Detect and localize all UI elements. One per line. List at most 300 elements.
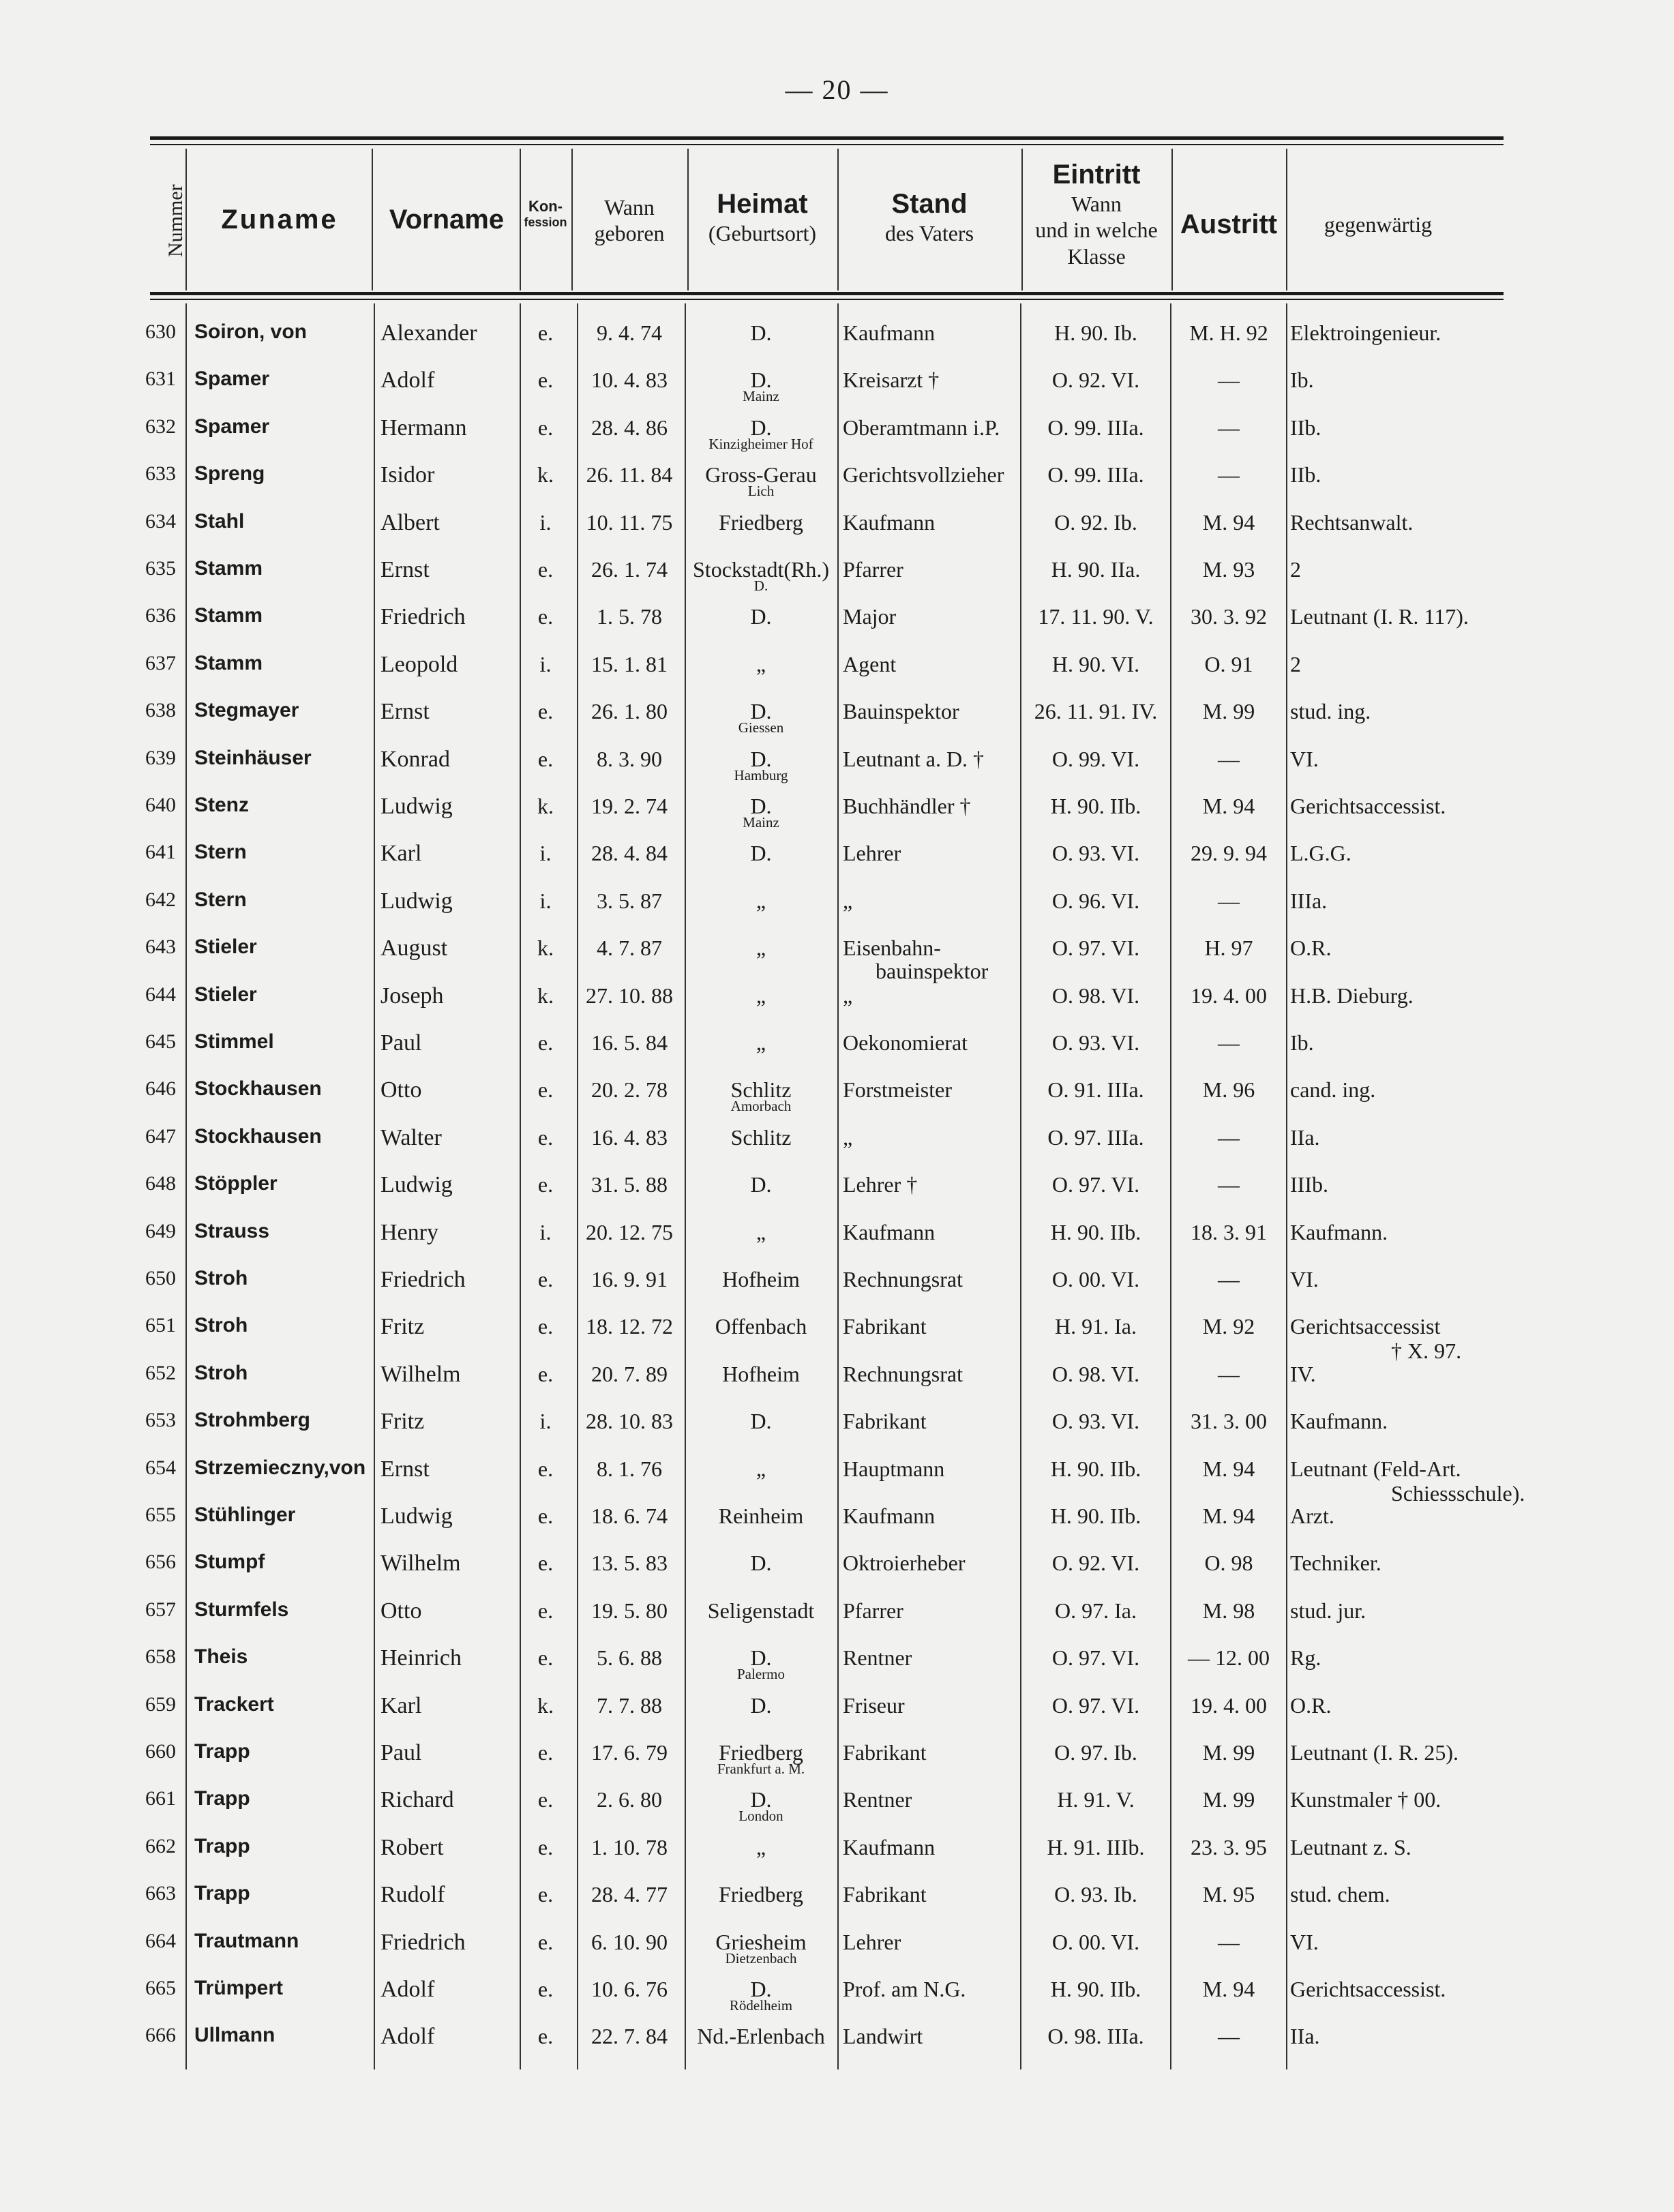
row-austritt: — [1218, 888, 1240, 913]
table-row [0, 983, 1674, 1030]
row-number: 633 [145, 462, 176, 485]
row-stand: Pfarrer [843, 1598, 903, 1623]
row-eintritt: 17. 11. 90. V. [1038, 604, 1154, 629]
row-eintritt: H. 91. V. [1057, 1787, 1135, 1812]
row-geboren: 16. 9. 91 [591, 1267, 668, 1291]
row-gegenwaertig: Leutnant (Feld-Art. [1290, 1456, 1461, 1481]
row-stand: Kaufmann [843, 509, 936, 535]
row-number: 650 [145, 1267, 176, 1289]
row-vorname: Wilhelm [380, 1361, 461, 1387]
row-konfession: i. [539, 509, 552, 535]
row-stand: Eisenbahn- [843, 936, 941, 961]
row-gegenwaertig: Gerichtsaccessist. [1290, 1977, 1446, 2001]
header-konfession-2: fession [524, 215, 567, 230]
row-zuname: Trackert [194, 1692, 274, 1716]
header-gegenwaertig: gegenwärtig [1324, 212, 1433, 237]
table-row [0, 1930, 1674, 1977]
row-konfession: i. [539, 888, 552, 913]
row-heimat: D. [750, 1645, 772, 1671]
row-konfession: e. [537, 746, 554, 771]
row-geboren: 22. 7. 84 [591, 2024, 668, 2049]
row-number: 666 [145, 2024, 176, 2047]
row-heimat-sub: Rödelheim [729, 1997, 793, 2014]
row-geboren: 19. 2. 74 [591, 794, 668, 818]
row-number: 660 [145, 1740, 176, 1763]
row-austritt: — [1218, 2024, 1240, 2049]
row-zuname: Trümpert [194, 1977, 284, 1999]
row-heimat: Gross-Gerau [705, 462, 817, 488]
row-heimat: D. [750, 1172, 772, 1197]
row-stand: Oekonomierat [843, 1030, 968, 1055]
page-number: — 20 — [785, 74, 889, 105]
row-gegenwaertig-2: Schiessschule). [1391, 1480, 1525, 1506]
row-zuname: Stockhausen [194, 1124, 322, 1148]
row-geboren: 27. 10. 88 [586, 983, 673, 1008]
row-number: 654 [145, 1456, 176, 1479]
row-vorname: Friedrich [380, 1267, 466, 1292]
row-stand: Rentner [843, 1787, 912, 1812]
row-heimat-sub: Amorbach [730, 1098, 792, 1115]
row-stand: Oktroierheber [843, 1551, 966, 1576]
row-gegenwaertig: VI. [1290, 746, 1319, 771]
header-eintritt-2: Wann [1071, 192, 1122, 216]
row-heimat: Nd.-Erlenbach [697, 2024, 825, 2049]
row-stand: Major [843, 604, 897, 629]
row-zuname: Stühlinger [194, 1504, 296, 1526]
row-zuname: Stamm [194, 557, 263, 580]
row-vorname: Konrad [380, 746, 450, 772]
row-austritt: — 12. 00 [1188, 1645, 1270, 1671]
table-row [0, 1645, 1674, 1692]
row-eintritt: O. 92. VI. [1051, 368, 1140, 393]
row-eintritt: H. 90. Ib. [1054, 320, 1137, 345]
row-vorname: August [380, 936, 448, 961]
row-austritt: — [1218, 1030, 1240, 1055]
row-eintritt: O. 00. VI. [1051, 1267, 1140, 1291]
row-number: 646 [145, 1077, 176, 1101]
row-gegenwaertig-2: † X. 97. [1391, 1339, 1462, 1364]
row-number: 656 [145, 1551, 176, 1574]
row-stand: Forstmeister [843, 1077, 952, 1103]
row-geboren: 28. 4. 77 [591, 1882, 668, 1907]
row-konfession: e. [537, 1361, 554, 1386]
row-vorname: Richard [380, 1787, 454, 1813]
row-heimat-sub: Frankfurt a. M. [717, 1761, 805, 1777]
row-austritt: 18. 3. 91 [1191, 1219, 1267, 1244]
row-geboren: 8. 1. 76 [597, 1456, 662, 1481]
row-heimat: D. [750, 320, 772, 345]
row-zuname: Stamm [194, 651, 263, 674]
row-austritt: M. 94 [1202, 1977, 1255, 2001]
row-austritt: 31. 3. 00 [1191, 1409, 1267, 1434]
row-zuname: Theis [194, 1645, 248, 1669]
row-number: 641 [145, 841, 176, 864]
row-gegenwaertig: Leutnant (I. R. 117). [1290, 604, 1469, 629]
row-gegenwaertig: Ib. [1290, 1030, 1314, 1055]
row-vorname: Adolf [380, 1977, 435, 2002]
row-konfession: e. [537, 1267, 554, 1291]
row-zuname: Stenz [194, 794, 250, 816]
row-konfession: e. [537, 1124, 554, 1150]
row-stand: Buchhändler † [843, 794, 971, 818]
row-vorname: Ludwig [380, 1172, 453, 1198]
row-konfession: i. [539, 1409, 552, 1434]
row-eintritt: O. 99. IIIa. [1047, 462, 1144, 488]
row-number: 657 [145, 1598, 176, 1621]
row-gegenwaertig: Rechtsanwalt. [1290, 509, 1414, 535]
row-number: 659 [145, 1692, 176, 1716]
row-geboren: 1. 10. 78 [591, 1834, 668, 1859]
table-row [0, 1977, 1674, 2024]
header-austritt: Austritt [1180, 209, 1278, 239]
row-konfession: i. [539, 651, 552, 676]
table-row [0, 1740, 1674, 1787]
row-geboren: 17. 6. 79 [591, 1740, 668, 1765]
table-row [0, 1362, 1674, 1409]
table-row [0, 1409, 1674, 1456]
row-heimat: D. [750, 1692, 772, 1718]
row-zuname: Strzemieczny,von [194, 1456, 366, 1479]
row-heimat: D. [750, 415, 772, 440]
row-heimat: Schlitz [730, 1077, 792, 1103]
row-heimat: D. [750, 746, 772, 771]
row-gegenwaertig: Arzt. [1290, 1504, 1334, 1528]
row-stand: „ [843, 888, 853, 913]
table-row [0, 841, 1674, 888]
row-heimat: D. [750, 841, 772, 866]
row-zuname: Steinhäuser [194, 746, 312, 769]
row-geboren: 16. 4. 83 [591, 1124, 668, 1150]
row-eintritt: O. 97. IIIa. [1047, 1124, 1144, 1150]
row-vorname: Fritz [380, 1314, 425, 1340]
row-number: 636 [145, 604, 176, 627]
row-geboren: 18. 6. 74 [591, 1504, 668, 1528]
row-konfession: e. [537, 1172, 554, 1197]
row-number: 631 [145, 368, 176, 391]
table-row [0, 794, 1674, 841]
row-geboren: 2. 6. 80 [597, 1787, 662, 1812]
row-heimat: D. [750, 1787, 772, 1812]
row-heimat-sub: Mainz [743, 388, 779, 405]
row-heimat-sub: London [738, 1808, 783, 1825]
row-heimat: Friedberg [719, 1882, 803, 1907]
row-gegenwaertig: Rg. [1290, 1645, 1321, 1671]
row-heimat-sub: Mainz [743, 814, 779, 831]
row-austritt: O. 98 [1204, 1551, 1253, 1576]
row-austritt: 19. 4. 00 [1191, 983, 1267, 1008]
row-zuname: Stroh [194, 1361, 248, 1384]
row-konfession: e. [537, 557, 554, 582]
row-konfession: k. [537, 1692, 554, 1718]
row-konfession: e. [537, 1645, 554, 1671]
row-vorname: Hermann [380, 415, 467, 440]
row-zuname: Stroh [194, 1267, 248, 1289]
row-zuname: Ullmann [194, 2024, 275, 2047]
row-vorname: Friedrich [380, 604, 466, 630]
row-konfession: k. [537, 794, 554, 818]
table-row [0, 1504, 1674, 1551]
row-konfession: e. [537, 604, 554, 629]
row-heimat-sub: Palermo [737, 1666, 785, 1683]
row-eintritt: O. 93. Ib. [1054, 1882, 1137, 1907]
row-geboren: 28. 4. 84 [591, 841, 668, 866]
row-eintritt: O. 93. VI. [1051, 841, 1140, 866]
row-eintritt: O. 96. VI. [1051, 888, 1140, 913]
row-stand: Kaufmann [843, 1834, 936, 1859]
row-eintritt: O. 93. VI. [1051, 1030, 1140, 1055]
row-geboren: 20. 2. 78 [591, 1077, 668, 1103]
row-vorname: Ludwig [380, 1504, 453, 1529]
row-vorname: Karl [380, 841, 422, 867]
row-geboren: 6. 10. 90 [591, 1929, 668, 1954]
row-number: 640 [145, 794, 176, 816]
row-eintritt: O. 97. VI. [1051, 1645, 1140, 1671]
row-stand: Rechnungsrat [843, 1267, 963, 1291]
row-zuname: Stumpf [194, 1551, 265, 1574]
table-row [0, 2024, 1674, 2071]
row-heimat: D. [750, 604, 772, 629]
row-geboren: 28. 4. 86 [591, 415, 668, 440]
row-vorname: Ernst [380, 699, 430, 725]
row-vorname: Paul [380, 1740, 422, 1765]
row-vorname: Wilhelm [380, 1551, 461, 1576]
row-gegenwaertig: 2 [1290, 651, 1301, 676]
row-austritt: M. 99 [1202, 1787, 1255, 1812]
row-zuname: Stockhausen [194, 1077, 322, 1101]
row-gegenwaertig: stud. chem. [1290, 1882, 1390, 1907]
row-eintritt: O. 92. VI. [1051, 1551, 1140, 1576]
row-gegenwaertig: IV. [1290, 1361, 1316, 1386]
row-geboren: 26. 1. 74 [591, 557, 668, 582]
row-austritt: M. 94 [1202, 1504, 1255, 1528]
row-konfession: e. [537, 2024, 554, 2049]
row-vorname: Albert [380, 509, 440, 535]
table-row [0, 1835, 1674, 1882]
row-zuname: Stamm [194, 604, 263, 627]
row-austritt: 29. 9. 94 [1191, 841, 1267, 866]
row-austritt: — [1218, 1267, 1240, 1291]
row-number: 648 [145, 1172, 176, 1195]
row-heimat: „ [756, 1834, 766, 1859]
row-konfession: e. [537, 1787, 554, 1812]
header-eintritt-1: Eintritt [1052, 160, 1141, 190]
row-heimat: „ [756, 651, 766, 676]
table-row [0, 1551, 1674, 1598]
row-zuname: Spamer [194, 368, 270, 391]
row-konfession: e. [537, 699, 554, 724]
row-heimat-sub: Kinzigheimer Hof [708, 435, 813, 452]
row-gegenwaertig: Kaufmann. [1290, 1219, 1388, 1244]
row-number: 665 [145, 1977, 176, 1999]
row-vorname: Otto [380, 1077, 422, 1103]
row-heimat-sub: D. [753, 578, 768, 594]
row-eintritt: O. 00. VI. [1051, 1929, 1140, 1954]
row-vorname: Alexander [380, 320, 477, 346]
header-eintritt-4: Klasse [1067, 243, 1126, 269]
row-geboren: 10. 6. 76 [591, 1977, 668, 2001]
row-zuname: Trapp [194, 1787, 250, 1810]
row-konfession: k. [537, 462, 554, 488]
row-zuname: Spreng [194, 462, 265, 485]
row-konfession: e. [537, 1456, 554, 1481]
row-vorname: Isidor [380, 462, 435, 488]
row-gegenwaertig: O.R. [1290, 1692, 1332, 1718]
row-eintritt: O. 98. VI. [1051, 1361, 1140, 1386]
row-konfession: e. [537, 1504, 554, 1528]
header-heimat-1: Heimat [717, 189, 808, 219]
row-zuname: Trapp [194, 1740, 250, 1763]
row-zuname: Stieler [194, 983, 257, 1006]
row-stand-2: bauinspektor [876, 959, 989, 984]
row-gegenwaertig: Elektroingenieur. [1290, 320, 1441, 345]
row-heimat: „ [756, 1219, 766, 1244]
row-eintritt: O. 97. Ib. [1054, 1740, 1137, 1765]
row-gegenwaertig: stud. jur. [1290, 1598, 1366, 1623]
row-gegenwaertig: Gerichtsaccessist [1290, 1314, 1441, 1339]
row-geboren: 8. 3. 90 [597, 746, 662, 771]
row-zuname: Stieler [194, 936, 257, 959]
row-eintritt: H. 91. IIIb. [1047, 1834, 1145, 1859]
row-heimat: D. [750, 794, 772, 818]
row-eintritt: O. 92. Ib. [1054, 509, 1137, 535]
row-zuname: Stegmayer [194, 699, 299, 722]
row-geboren: 9. 4. 74 [597, 320, 662, 345]
row-geboren: 4. 7. 87 [597, 936, 662, 961]
row-stand: Landwirt [843, 2024, 923, 2049]
row-heimat: „ [756, 888, 766, 913]
row-zuname: Stimmel [194, 1030, 274, 1053]
row-eintritt: O. 98. VI. [1051, 983, 1140, 1008]
row-austritt: 30. 3. 92 [1191, 604, 1267, 629]
row-austritt: — [1218, 368, 1240, 393]
row-konfession: k. [537, 983, 554, 1008]
row-austritt: — [1218, 1172, 1240, 1197]
row-geboren: 10. 11. 75 [586, 509, 673, 535]
row-stand: Lehrer [843, 841, 901, 866]
row-eintritt: H. 90. IIb. [1050, 1504, 1141, 1528]
row-konfession: e. [537, 1834, 554, 1859]
row-gegenwaertig: Kunstmaler † 00. [1290, 1787, 1441, 1812]
row-stand: Bauinspektor [843, 699, 959, 724]
row-eintritt: H. 90. IIb. [1050, 1219, 1141, 1244]
row-vorname: Rudolf [380, 1882, 445, 1908]
row-gegenwaertig: Leutnant (I. R. 25). [1290, 1740, 1459, 1765]
row-zuname: Stroh [194, 1314, 248, 1337]
table-row [0, 1598, 1674, 1645]
row-austritt: M. 93 [1202, 557, 1255, 582]
row-stand: Rechnungsrat [843, 1361, 963, 1386]
row-austritt: M. 99 [1202, 1740, 1255, 1765]
row-austritt: M. 95 [1202, 1882, 1255, 1907]
row-number: 644 [145, 983, 176, 1006]
row-eintritt: H. 91. Ia. [1055, 1314, 1137, 1339]
row-zuname: Stern [194, 888, 247, 911]
row-gegenwaertig: stud. ing. [1290, 699, 1371, 724]
row-vorname: Robert [380, 1834, 444, 1860]
row-geboren: 15. 1. 81 [591, 651, 668, 676]
row-austritt: H. 97 [1204, 936, 1253, 961]
table-row [0, 462, 1674, 509]
header-nummer: Nummer [164, 184, 187, 257]
row-heimat: D. [750, 1551, 772, 1576]
row-zuname: Stahl [194, 509, 245, 533]
row-geboren: 20. 7. 89 [591, 1361, 668, 1386]
table-row [0, 1077, 1674, 1124]
row-number: 642 [145, 888, 176, 911]
row-eintritt: O. 99. IIIa. [1047, 415, 1144, 440]
row-geboren: 13. 5. 83 [591, 1551, 668, 1576]
row-gegenwaertig: IIb. [1290, 415, 1321, 440]
header-stand-1: Stand [891, 189, 968, 219]
header-stand-2: des Vaters [884, 221, 974, 245]
row-stand: Hauptmann [843, 1456, 945, 1481]
table-row [0, 888, 1674, 936]
row-austritt: M. 96 [1202, 1077, 1255, 1103]
row-stand: Gerichtsvollzieher [843, 462, 1004, 488]
row-number: 664 [145, 1929, 176, 1952]
row-gegenwaertig: cand. ing. [1290, 1077, 1376, 1103]
table-row [0, 652, 1674, 699]
row-stand: Kaufmann [843, 1219, 936, 1244]
row-stand: Rentner [843, 1645, 912, 1671]
table-row [0, 1220, 1674, 1267]
row-gegenwaertig: O.R. [1290, 936, 1332, 961]
table-row [0, 1172, 1674, 1219]
row-gegenwaertig: H.B. Dieburg. [1290, 983, 1414, 1008]
row-austritt: M. 94 [1202, 794, 1255, 818]
row-heimat: Hofheim [722, 1267, 800, 1291]
row-konfession: e. [537, 320, 554, 345]
row-vorname: Fritz [380, 1409, 425, 1435]
row-konfession: i. [539, 841, 552, 866]
header-konfession-1: Kon- [528, 198, 563, 215]
row-number: 632 [145, 415, 176, 438]
row-geboren: 19. 5. 80 [591, 1598, 668, 1623]
row-eintritt: O. 97. VI. [1051, 936, 1140, 961]
row-vorname: Paul [380, 1030, 422, 1056]
row-stand: Friseur [843, 1692, 905, 1718]
row-gegenwaertig: 2 [1290, 557, 1301, 582]
row-geboren: 16. 5. 84 [591, 1030, 668, 1055]
row-number: 635 [145, 557, 176, 580]
row-gegenwaertig: IIb. [1290, 462, 1321, 488]
row-stand: Fabrikant [843, 1409, 927, 1434]
row-gegenwaertig: Kaufmann. [1290, 1409, 1388, 1434]
table-row [0, 1456, 1674, 1504]
row-vorname: Walter [380, 1124, 442, 1150]
table-row [0, 1693, 1674, 1740]
table-row [0, 1267, 1674, 1314]
table-row [0, 320, 1674, 368]
row-heimat: Friedberg [719, 509, 803, 535]
row-heimat: „ [756, 936, 766, 961]
row-stand: „ [843, 1124, 853, 1150]
row-eintritt: O. 91. IIIa. [1047, 1077, 1144, 1103]
row-heimat: Griesheim [715, 1929, 807, 1954]
row-eintritt: H. 90. IIa. [1051, 557, 1141, 582]
row-stand: Kaufmann [843, 320, 936, 345]
row-heimat: „ [756, 1456, 766, 1481]
header-heimat-2: (Geburtsort) [708, 221, 817, 245]
header-wann-2: geboren [594, 221, 665, 246]
row-vorname: Otto [380, 1598, 422, 1624]
row-geboren: 10. 4. 83 [591, 368, 668, 393]
row-number: 651 [145, 1314, 176, 1337]
row-stand: Agent [843, 651, 897, 676]
row-number: 653 [145, 1409, 176, 1432]
table-row [0, 1882, 1674, 1929]
row-eintritt: H. 90. VI. [1051, 651, 1140, 676]
